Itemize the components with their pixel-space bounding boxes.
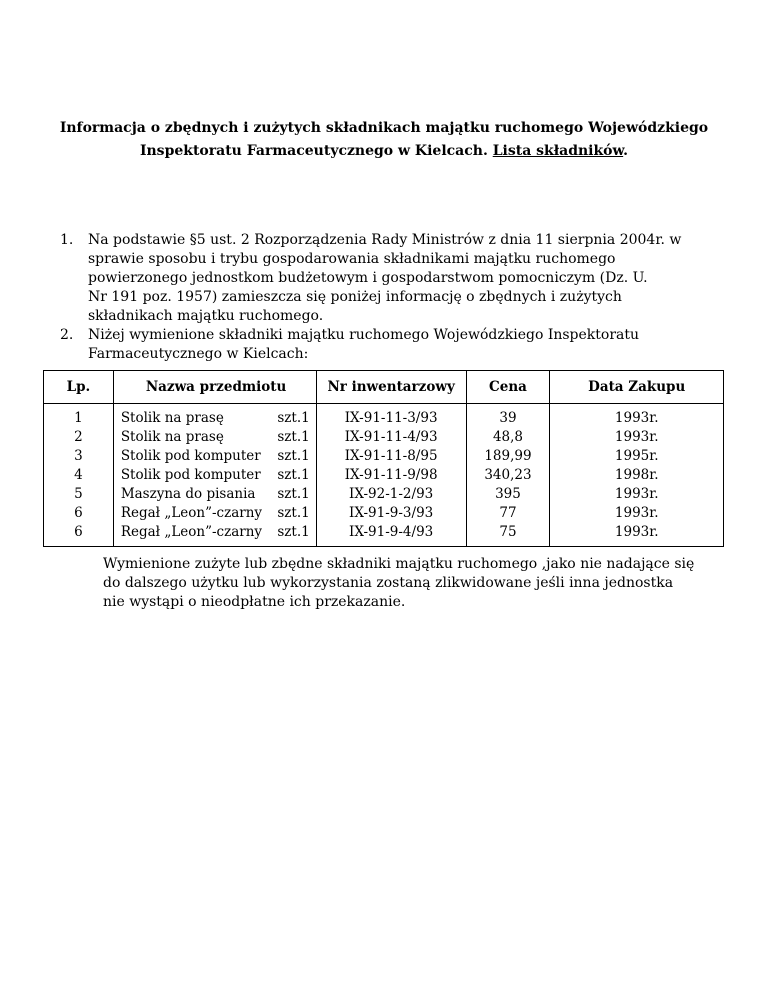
title-line-2-text: Inspektoratu Farmaceutycznego w Kielcach.	[139, 143, 493, 159]
point-line: powierzonego jednostkom budżetowym i gospodarstwom pomocniczym (Dz. U.	[88, 270, 648, 286]
point-line: Niżej wymienione składniki majątku ruchomego Wojewódzkiego Inspektoratu	[88, 327, 640, 343]
point-2	[60, 326, 700, 364]
cell-value: szt.1	[277, 410, 310, 426]
cell-value: 1993r.	[614, 524, 659, 540]
cell-value: 1993r.	[614, 410, 659, 426]
cell-value: Stolik na prasę	[120, 410, 224, 426]
cell-value: 75	[499, 524, 517, 540]
cell-value: Regał „Leon”-czarny	[120, 505, 263, 521]
cell-value: Regał „Leon”-czarny	[120, 524, 263, 540]
point-line: sprawie sposobu i trybu gospodarowania składnikami majątku ruchomego	[88, 251, 616, 267]
document-title	[40, 117, 728, 163]
cell-value: 77	[499, 505, 517, 521]
cell-value: szt.1	[277, 524, 310, 540]
point-number: 2.	[60, 327, 74, 343]
cell-value: 189,99	[484, 448, 532, 464]
point-line: Na podstawie §5 ust. 2 Rozporządzenia Rady Ministrów z dnia 11 sierpnia 2004r. w	[88, 232, 682, 248]
cell-value: IX-91-9-4/93	[349, 524, 434, 540]
cell-value: 340,23	[484, 467, 532, 483]
cell-value: 1998r.	[614, 467, 659, 483]
cell-value: 1	[74, 410, 83, 426]
cell-value: Stolik na prasę	[120, 429, 224, 445]
items-table	[43, 370, 724, 547]
cell-value: 6	[74, 524, 83, 540]
price-cell	[466, 404, 550, 547]
point-line: składnikach majątku ruchomego.	[88, 308, 324, 324]
cell-value: Stolik pod komputer	[120, 467, 261, 483]
cell-value: 5	[74, 486, 83, 502]
cell-value: 1995r.	[614, 448, 659, 464]
cell-value: IX-91-11-4/93	[344, 429, 438, 445]
paragraph-line: do dalszego użytku lub wykorzystania zostaną zlikwidowane jeśli inna jednostka	[103, 575, 674, 591]
header-name: Nazwa przedmiotu	[113, 371, 316, 404]
date-cell	[550, 404, 724, 547]
cell-value: IX-91-11-8/95	[344, 448, 438, 464]
point-line: Farmaceutycznego w Kielcach:	[88, 346, 309, 362]
cell-value: szt.1	[277, 448, 310, 464]
table-row	[44, 404, 724, 547]
title-line-2-end: .	[623, 143, 629, 159]
cell-value: 1993r.	[614, 486, 659, 502]
table-header-row	[44, 371, 724, 404]
point-1	[60, 231, 700, 326]
point-line: Nr 191 poz. 1957) zamieszcza się poniżej informację o zbędnych i zużytych	[88, 289, 622, 305]
paragraph-line: Wymienione zużyte lub zbędne składniki majątku ruchomego ,jako nie nadające się	[103, 556, 695, 572]
cell-value: szt.1	[277, 429, 310, 445]
cell-value: IX-92-1-2/93	[349, 486, 434, 502]
cell-value: IX-91-11-9/98	[344, 467, 438, 483]
cell-value: szt.1	[277, 486, 310, 502]
header-lp: Lp.	[44, 371, 114, 404]
cell-value: 48,8	[492, 429, 523, 445]
cell-value: 6	[74, 505, 83, 521]
title-line-2	[40, 140, 728, 163]
quantity-cell	[269, 404, 316, 547]
cell-value: 395	[495, 486, 521, 502]
cell-value: szt.1	[277, 467, 310, 483]
lp-cell	[44, 404, 114, 547]
cell-value: 1993r.	[614, 505, 659, 521]
cell-value: 1993r.	[614, 429, 659, 445]
name-cell	[113, 404, 269, 547]
cell-value: 2	[74, 429, 83, 445]
title-underlined-text: Lista składników	[492, 143, 624, 159]
point-number: 1.	[60, 232, 74, 248]
cell-value: Maszyna do pisania	[120, 486, 256, 502]
cell-value: Stolik pod komputer	[120, 448, 261, 464]
paragraph-line: nie wystąpi o nieodpłatne ich przekazanie.	[103, 594, 406, 610]
cell-value: 3	[74, 448, 83, 464]
header-date: Data Zakupu	[550, 371, 724, 404]
inventory-cell	[316, 404, 466, 547]
cell-value: IX-91-11-3/93	[344, 410, 438, 426]
closing-paragraph	[103, 555, 695, 612]
title-line-1: Informacja o zbędnych i zużytych składnikach majątku ruchomego Wojewódzkiego	[59, 120, 709, 136]
cell-value: 39	[499, 410, 517, 426]
cell-value: IX-91-9-3/93	[349, 505, 434, 521]
cell-value: szt.1	[277, 505, 310, 521]
numbered-points	[60, 231, 700, 364]
header-price: Cena	[466, 371, 550, 404]
header-inventory: Nr inwentarzowy	[316, 371, 466, 404]
cell-value: 4	[74, 467, 83, 483]
